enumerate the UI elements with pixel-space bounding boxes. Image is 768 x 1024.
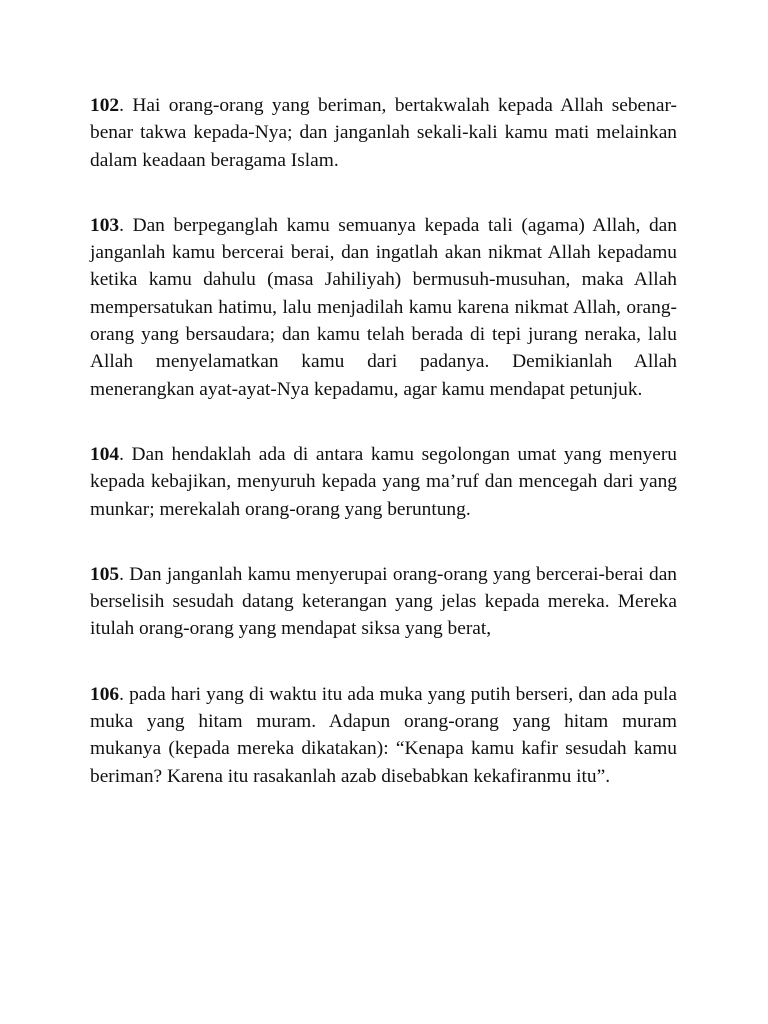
verse-102 xyxy=(90,92,677,174)
verse-number: 106 xyxy=(90,683,120,705)
verse-103 xyxy=(90,212,677,403)
verse-number: 103 xyxy=(90,214,120,236)
verse-number: 102 xyxy=(90,95,120,116)
verse-104 xyxy=(90,441,677,523)
verse-text: . Dan berpeganglah kamu semuanya kepada tali (agama) Allah, dan janganlah kamu bercerai berai, dan ingatlah akan nikmat Allah kepadamu ketika kamu dahulu (masa Jahiliyah) bermusuh-musuhan, maka Allah mempersatukan hatimu, lalu menjadilah kamu karena nikmat Allah, orang-orang yang bersaudara; dan kamu telah berada di tepi jurang neraka, lalu Allah menyelamatkan kamu dari padanya. Demikianlah Allah menerangkan ayat-ayat-Nya kepadamu, agar kamu mendapat petunjuk. xyxy=(90,214,677,400)
verse-text: . pada hari yang di waktu itu ada muka yang putih berseri, dan ada pula muka yang hitam muram. Adapun orang-orang yang hitam muram mukanya (kepada mereka dikatakan): “Kenapa kamu kafir sesudah kamu beriman? Karena itu rasakanlah azab disebabkan kekafiranmu itu”. xyxy=(90,683,677,787)
verse-number: 104 xyxy=(90,443,120,465)
verse-text: . Dan hendaklah ada di antara kamu segolongan umat yang menyeru kepada kebajikan, menyuruh kepada yang ma’ruf dan mencegah dari yang munkar; merekalah orang-orang yang beruntung. xyxy=(90,443,677,520)
document-page xyxy=(90,92,677,790)
verse-106 xyxy=(90,681,677,790)
verse-105 xyxy=(90,561,677,643)
verse-number: 105 xyxy=(90,563,120,585)
verse-text: . Dan janganlah kamu menyerupai orang-orang yang bercerai-berai dan berselisih sesudah datang keterangan yang jelas kepada mereka. Mereka itulah orang-orang yang mendapat siksa yang berat, xyxy=(90,563,677,640)
verse-text: . Hai orang-orang yang beriman, bertakwalah kepada Allah sebenar-benar takwa kepada-Nya; dan janganlah sekali-kali kamu mati melainkan dalam keadaan beragama Islam. xyxy=(90,95,677,171)
